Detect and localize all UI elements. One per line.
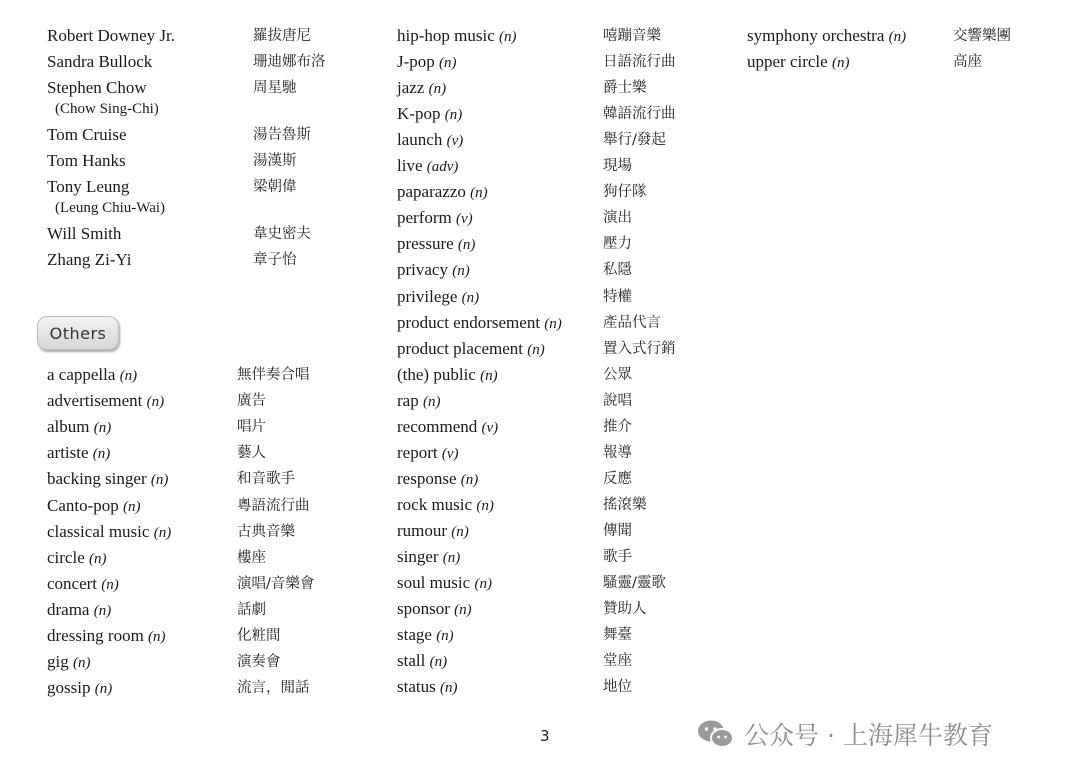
chinese-term: 流言，閒話 [237, 680, 310, 697]
part-of-speech: (n) [93, 420, 112, 437]
part-of-speech: (n) [429, 654, 448, 671]
term-word: rumour [397, 520, 448, 540]
chinese-term: 唱片 [237, 419, 266, 436]
term-word: album [47, 417, 90, 437]
part-of-speech: (n) [527, 341, 545, 358]
english-term [397, 339, 545, 360]
english-term [397, 521, 469, 542]
chinese-term: 演唱/音樂會 [237, 575, 315, 592]
term-word: launch [397, 130, 443, 150]
chinese-term: 無伴奏合唱 [237, 367, 310, 383]
term-word: artiste [47, 443, 89, 463]
term-word: response [397, 468, 457, 488]
term-word: Tony Leung [47, 177, 130, 196]
english-term [397, 391, 440, 412]
english-term [397, 495, 494, 516]
part-of-speech: (n) [457, 237, 476, 254]
part-of-speech: (n) [150, 472, 169, 489]
chinese-term: 樓座 [237, 549, 266, 566]
term-word: perform [397, 208, 452, 228]
chinese-term: 贊助人 [603, 601, 647, 618]
part-of-speech: (n) [444, 107, 463, 124]
part-of-speech: (v) [446, 133, 464, 150]
term-word: stall [397, 651, 426, 671]
chinese-term: 產品代言 [603, 314, 661, 331]
chinese-term: 狗仔隊 [603, 184, 647, 201]
english-term [47, 26, 175, 46]
chinese-term: 高座 [953, 54, 982, 71]
term-word: stage [397, 625, 432, 645]
english-term [397, 417, 498, 438]
others-heading-label: Others [49, 323, 107, 343]
term-word: sponsor [397, 599, 450, 619]
part-of-speech: (adv) [426, 159, 459, 176]
english-term [47, 626, 166, 647]
english-term [47, 522, 171, 543]
english-term [47, 417, 111, 438]
part-of-speech: (v) [456, 211, 473, 228]
chinese-term: 傳聞 [603, 522, 632, 539]
chinese-term: 推介 [603, 418, 632, 435]
english-term [47, 600, 111, 621]
chinese-term: 公眾 [603, 366, 632, 383]
chinese-term: 演奏會 [237, 654, 281, 671]
chinese-term: 嘻蹦音樂 [603, 28, 661, 44]
part-of-speech: (n) [101, 576, 119, 593]
chinese-term: 騷靈/靈歌 [603, 575, 666, 592]
english-term [47, 496, 141, 517]
chinese-term: 歌手 [603, 549, 632, 565]
term-word: Zhang Zi-Yi [47, 250, 132, 269]
english-term [397, 313, 562, 334]
chinese-term: 韋史密夫 [253, 226, 311, 242]
page-number: 3 [540, 727, 550, 745]
english-term [47, 125, 127, 145]
english-term [397, 547, 460, 568]
alt-name: (Chow Sing-Chi) [55, 101, 159, 117]
english-term [397, 52, 457, 73]
english-term [397, 599, 472, 620]
english-term [47, 443, 110, 464]
part-of-speech: (n) [544, 315, 562, 332]
others-heading [37, 316, 119, 350]
part-of-speech: (n) [442, 550, 461, 566]
part-of-speech: (n) [452, 263, 470, 280]
chinese-term: 章子怡 [253, 252, 297, 268]
term-word: drama [47, 599, 90, 619]
part-of-speech: (n) [94, 681, 113, 698]
chinese-term: 周星馳 [253, 80, 297, 96]
chinese-term: 化粧間 [237, 628, 281, 644]
english-term [397, 26, 517, 47]
english-term [47, 574, 119, 595]
watermark-text: 公众号 · 上海犀牛教育 [744, 721, 993, 750]
term-word: circle [47, 547, 85, 567]
chinese-term: 藝人 [237, 445, 266, 462]
term-word: recommend [397, 416, 478, 436]
chinese-term: 日語流行曲 [603, 54, 676, 71]
part-of-speech: (n) [93, 602, 112, 619]
english-term [47, 151, 126, 171]
term-word: singer [397, 547, 439, 566]
term-word: dressing room [47, 626, 144, 645]
term-word: Tom Cruise [47, 125, 127, 144]
part-of-speech: (n) [422, 393, 441, 410]
english-term [747, 52, 849, 73]
english-term [397, 651, 447, 672]
term-word: Will Smith [47, 224, 122, 243]
part-of-speech: (n) [831, 55, 850, 72]
english-term [47, 52, 152, 72]
term-word: paparazzo [397, 182, 466, 202]
english-term [397, 625, 454, 646]
chinese-term: 說唱 [603, 392, 632, 409]
english-term [47, 469, 168, 490]
chinese-term: 爵士樂 [603, 80, 647, 97]
chinese-term: 反應 [603, 470, 632, 487]
english-term [47, 652, 90, 673]
term-word: status [397, 677, 436, 697]
term-word: Sandra Bullock [47, 52, 153, 71]
term-word: privilege [397, 286, 458, 306]
term-word: Robert Downey Jr. [47, 26, 175, 45]
term-word: K-pop [397, 104, 441, 124]
english-term [397, 260, 470, 281]
part-of-speech: (n) [119, 368, 138, 384]
part-of-speech: (n) [480, 367, 498, 384]
part-of-speech: (n) [146, 394, 165, 411]
chinese-term: 私隱 [603, 262, 632, 279]
term-word: symphony orchestra [747, 26, 885, 45]
english-term [397, 234, 475, 255]
term-word: J-pop [397, 52, 435, 72]
term-word: pressure [397, 234, 454, 254]
term-word: hip-hop music [397, 26, 495, 45]
alt-name: (Leung Chiu-Wai) [55, 200, 166, 216]
term-word: gossip [47, 678, 91, 698]
english-term [47, 678, 112, 699]
chinese-term: 羅拔唐尼 [253, 28, 311, 44]
chinese-term: 壓力 [603, 236, 632, 253]
english-term [397, 182, 488, 203]
chinese-term: 現場 [603, 158, 632, 175]
term-word: Canto-pop [47, 495, 119, 515]
term-word: live [397, 156, 423, 176]
part-of-speech: (n) [123, 498, 141, 515]
english-term [397, 365, 498, 386]
part-of-speech: (v) [441, 445, 459, 462]
part-of-speech: (n) [439, 55, 457, 72]
chinese-term: 堂座 [603, 653, 632, 670]
part-of-speech: (n) [148, 629, 166, 645]
chinese-term: 地位 [603, 679, 632, 696]
english-term [47, 177, 129, 197]
english-term [397, 677, 457, 698]
chinese-term: 置入式行銷 [603, 340, 676, 357]
part-of-speech: (v) [481, 419, 499, 436]
chinese-term: 搖滾樂 [603, 496, 647, 513]
part-of-speech: (n) [461, 289, 480, 306]
english-term [747, 26, 906, 47]
english-term [47, 224, 121, 244]
term-word: backing singer [47, 469, 147, 489]
part-of-speech: (n) [888, 29, 907, 45]
part-of-speech: (n) [460, 471, 479, 488]
part-of-speech: (n) [451, 523, 469, 540]
term-word: privacy [397, 260, 448, 280]
term-word: soul music [397, 573, 471, 593]
chinese-term: 梁朝偉 [253, 179, 297, 195]
english-term [397, 208, 473, 229]
term-word: classical music [47, 521, 150, 541]
term-word: product endorsement [397, 312, 541, 332]
term-word: (the) public [397, 364, 476, 384]
chinese-term: 交響樂團 [953, 28, 1011, 44]
english-term [397, 287, 479, 308]
part-of-speech: (n) [89, 550, 107, 567]
english-term [47, 250, 132, 270]
english-term [47, 78, 147, 98]
term-word: rap [397, 390, 419, 410]
part-of-speech: (n) [454, 602, 472, 619]
part-of-speech: (n) [92, 446, 111, 463]
term-word: jazz [397, 78, 425, 98]
english-term [397, 443, 459, 464]
chinese-term: 湯告魯斯 [253, 127, 311, 143]
term-word: product placement [397, 338, 524, 358]
chinese-term: 話劇 [237, 601, 266, 618]
term-word: report [397, 442, 438, 462]
english-term [397, 573, 492, 594]
term-word: advertisement [47, 391, 143, 411]
part-of-speech: (n) [428, 81, 447, 98]
english-term [397, 104, 462, 125]
part-of-speech: (n) [439, 680, 458, 697]
english-term [397, 130, 463, 151]
part-of-speech: (n) [499, 29, 517, 45]
english-term [397, 78, 446, 99]
chinese-term: 舞臺 [603, 627, 632, 644]
english-term [47, 548, 107, 569]
chinese-term: 舉行/發起 [603, 132, 666, 149]
term-word: Tom Hanks [47, 151, 126, 170]
chinese-term: 韓語流行曲 [603, 106, 676, 123]
part-of-speech: (n) [436, 628, 454, 645]
english-term [47, 365, 137, 386]
watermark [696, 715, 993, 753]
wechat-icon [696, 718, 736, 750]
chinese-term: 珊迪娜布洛 [253, 54, 326, 70]
part-of-speech: (n) [153, 524, 172, 541]
term-word: a cappella [47, 365, 116, 384]
chinese-term: 報導 [603, 444, 632, 461]
term-word: Stephen Chow [47, 78, 147, 97]
part-of-speech: (n) [476, 497, 494, 514]
term-word: rock music [397, 494, 473, 514]
chinese-term: 和音歌手 [237, 471, 295, 488]
term-word: concert [47, 573, 98, 593]
english-term [47, 391, 164, 412]
english-term [397, 156, 458, 177]
part-of-speech: (n) [470, 185, 488, 202]
part-of-speech: (n) [474, 576, 492, 593]
chinese-term: 特權 [603, 288, 632, 305]
chinese-term: 廣告 [237, 393, 266, 410]
chinese-term: 古典音樂 [237, 523, 295, 540]
chinese-term: 粵語流行曲 [237, 497, 310, 514]
english-term [397, 469, 478, 490]
chinese-term: 演出 [603, 210, 632, 227]
term-word: gig [47, 652, 69, 672]
part-of-speech: (n) [72, 655, 91, 672]
chinese-term: 湯漢斯 [253, 153, 297, 169]
term-word: upper circle [747, 52, 828, 72]
